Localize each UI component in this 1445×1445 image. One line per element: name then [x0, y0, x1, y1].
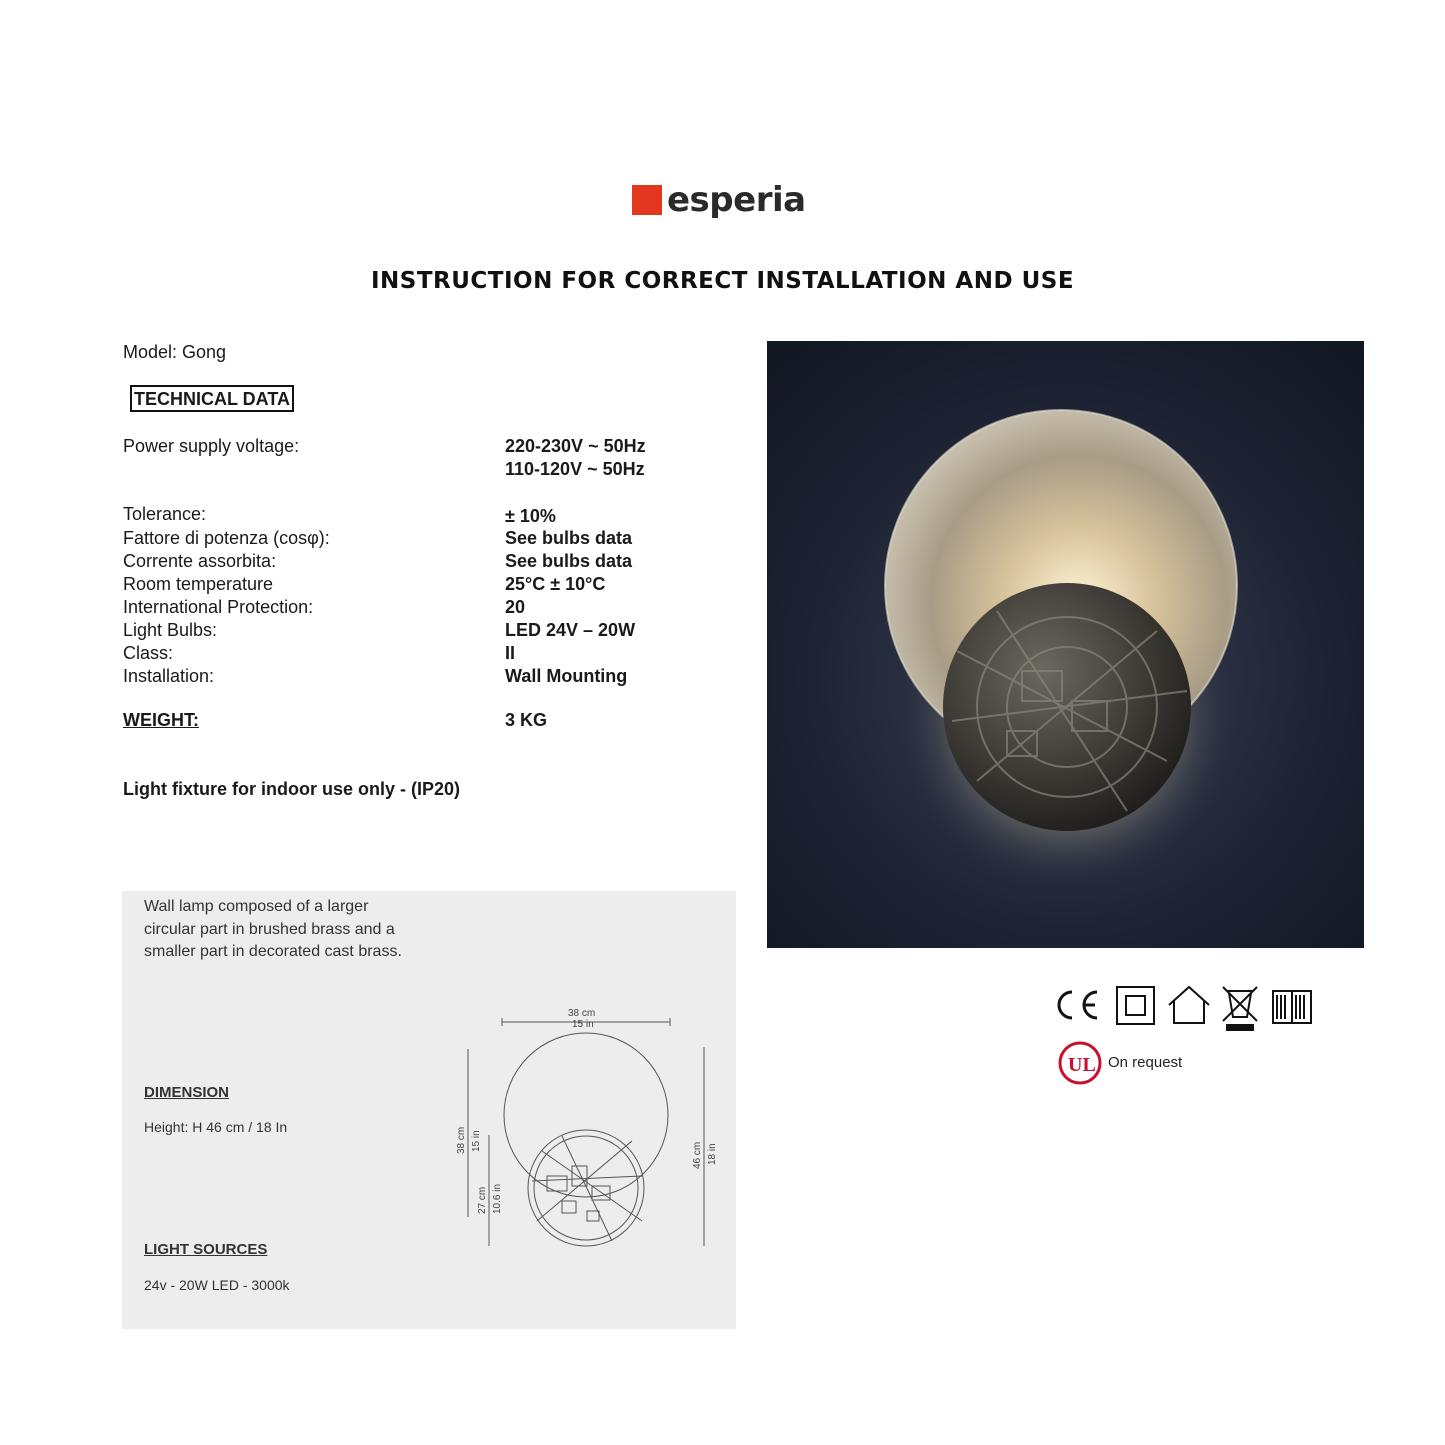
indoor-house-icon — [1169, 987, 1209, 1023]
power-label: Power supply voltage: — [123, 436, 300, 456]
spec-label-installation: Installation: — [123, 666, 215, 686]
ul-mark-icon — [1060, 1043, 1100, 1083]
indoor-use-note: Light fixture for indoor use only - (IP20) — [123, 779, 461, 799]
spec-value-tolerance: ± 10% — [505, 506, 556, 526]
spec-label-room-temp: Room temperature — [123, 574, 274, 594]
disc-height-in: 15 in — [471, 1130, 482, 1152]
spec-label-current: Corrente assorbita: — [123, 551, 277, 571]
model-name: Model: Gong — [123, 342, 227, 362]
spec-label-tolerance: Tolerance: — [123, 504, 207, 524]
product-photo — [767, 341, 1364, 948]
width-cm: 38 cm — [568, 1008, 596, 1019]
width-in: 15 in — [572, 1019, 594, 1030]
certification-icons — [1055, 983, 1325, 1093]
dimension-text: Height: H 46 cm / 18 In — [144, 1119, 288, 1135]
light-sources-heading: LIGHT SOURCES — [144, 1241, 268, 1258]
weee-bin-icon — [1223, 987, 1257, 1030]
weight-value: 3 KG — [505, 710, 548, 730]
spec-label-ip: International Protection: — [123, 597, 314, 617]
spec-value-bulbs: LED 24V – 20W — [505, 620, 636, 640]
spec-value-installation: Wall Mounting — [505, 666, 628, 686]
page-title: INSTRUCTION FOR CORRECT INSTALLATION AND USE — [370, 268, 1075, 294]
small-height-cm: 27 cm — [477, 1186, 488, 1214]
disc-height-cm: 38 cm — [456, 1126, 467, 1154]
spec-label-class: Class: — [123, 643, 174, 663]
total-height-in: 18 in — [707, 1143, 718, 1165]
svg-text:UL: UL — [1068, 1054, 1096, 1076]
dimension-drawing — [442, 1001, 732, 1251]
class-ii-icon — [1117, 987, 1154, 1024]
spec-value-room-temp: 25°C ± 10°C — [505, 574, 606, 594]
spec-value-current: See bulbs data — [505, 551, 633, 571]
spec-label-bulbs: Light Bulbs: — [123, 620, 218, 640]
product-info-box — [122, 891, 736, 1329]
brand-name: esperia — [667, 180, 806, 220]
ul-on-request: On request — [1108, 1054, 1183, 1071]
spec-value-ip: 20 — [505, 597, 526, 617]
dimension-heading: DIMENSION — [144, 1084, 230, 1101]
power-value-1: 220-230V ~ 50Hz — [505, 436, 646, 456]
weight-label: WEIGHT: — [123, 710, 199, 730]
product-description: Wall lamp composed of a larger circular part in brushed brass and a smaller part in decorated cast brass. — [144, 898, 402, 960]
logo-square-icon — [632, 185, 662, 215]
spec-label-power-factor: Fattore di potenza (cosφ): — [123, 528, 330, 548]
small-height-in: 10.6 in — [492, 1183, 503, 1214]
ce-mark-icon — [1059, 992, 1097, 1018]
light-sources-text: 24v - 20W LED - 3000k — [144, 1277, 290, 1293]
spec-value-power-factor: See bulbs data — [505, 528, 633, 548]
technical-data-header: TECHNICAL DATA — [130, 385, 294, 412]
spec-value-class: II — [505, 643, 516, 663]
power-value-2: 110-120V ~ 50Hz — [505, 459, 645, 479]
total-height-cm: 46 cm — [692, 1141, 703, 1169]
brand-logo — [632, 180, 806, 220]
instructions-book-icon — [1273, 991, 1311, 1023]
